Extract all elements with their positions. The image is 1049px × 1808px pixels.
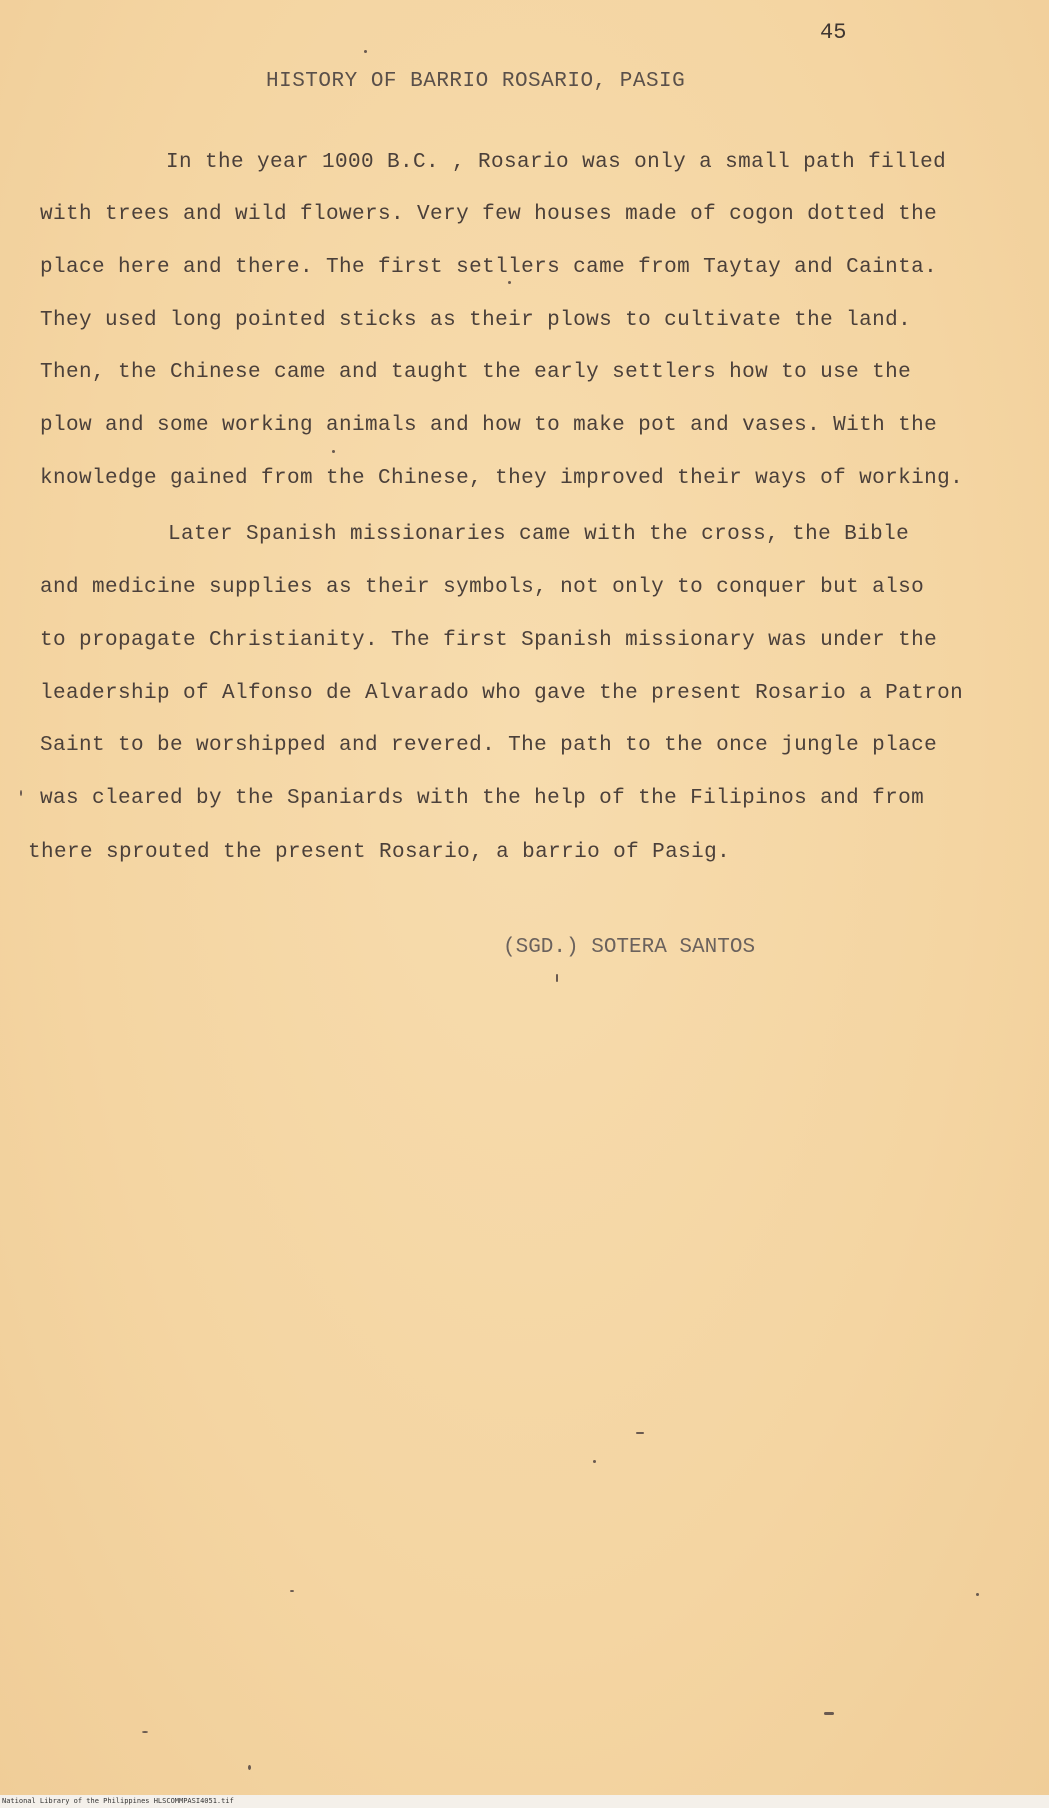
- scan-speck: [976, 1593, 979, 1596]
- paragraph-2-line-6: was cleared by the Spaniards with the help of the Filipinos and from: [40, 787, 925, 810]
- paragraph-1-line-3: place here and there. The first setllers came from Taytay and Cainta.: [40, 256, 938, 279]
- scan-speck: [593, 1460, 596, 1463]
- paragraph-1-line-5: Then, the Chinese came and taught the early settlers how to use the: [40, 361, 912, 384]
- scan-speck: [636, 1432, 644, 1434]
- scan-speck: [332, 450, 335, 453]
- paragraph-2-line-3: to propagate Christianity. The first Spanish missionary was under the: [40, 629, 938, 652]
- scan-speck: [824, 1712, 834, 1715]
- scan-speck: [364, 50, 367, 53]
- scan-speck: [556, 974, 558, 982]
- paragraph-1-line-2: with trees and wild flowers. Very few houses made of cogon dotted the: [40, 203, 938, 226]
- paragraph-2-line-4: leadership of Alfonso de Alvarado who gave the present Rosario a Patron: [40, 682, 964, 705]
- scan-footer: National Library of the Philippines HLSCOMMPASI4051.tif: [0, 1795, 1049, 1808]
- paragraph-1-line-4: They used long pointed sticks as their plows to cultivate the land.: [40, 309, 912, 332]
- page-number: 45: [820, 20, 847, 45]
- paragraph-1-line-1: In the year 1000 B.C. , Rosario was only a small path filled: [166, 151, 947, 174]
- scan-speck: [508, 281, 511, 284]
- scan-speck: [248, 1765, 251, 1770]
- paragraph-2-line-2: and medicine supplies as their symbols, not only to conquer but also: [40, 576, 925, 599]
- signature: (SGD.) SOTERA SANTOS: [503, 936, 756, 959]
- document-title: HISTORY OF BARRIO ROSARIO, PASIG: [266, 70, 686, 93]
- paragraph-2-line-5: Saint to be worshipped and revered. The path to the once jungle place: [40, 734, 938, 757]
- paragraph-2-line-1: Later Spanish missionaries came with the cross, the Bible: [168, 523, 910, 546]
- paragraph-2-line-7: there sprouted the present Rosario, a barrio of Pasig.: [28, 841, 731, 864]
- paragraph-1-line-6: plow and some working animals and how to make pot and vases. With the: [40, 414, 938, 437]
- scan-speck: [290, 1590, 294, 1592]
- scan-speck: [20, 790, 22, 796]
- scan-speck: [142, 1731, 148, 1733]
- paragraph-1-line-7: knowledge gained from the Chinese, they improved their ways of working.: [40, 467, 964, 490]
